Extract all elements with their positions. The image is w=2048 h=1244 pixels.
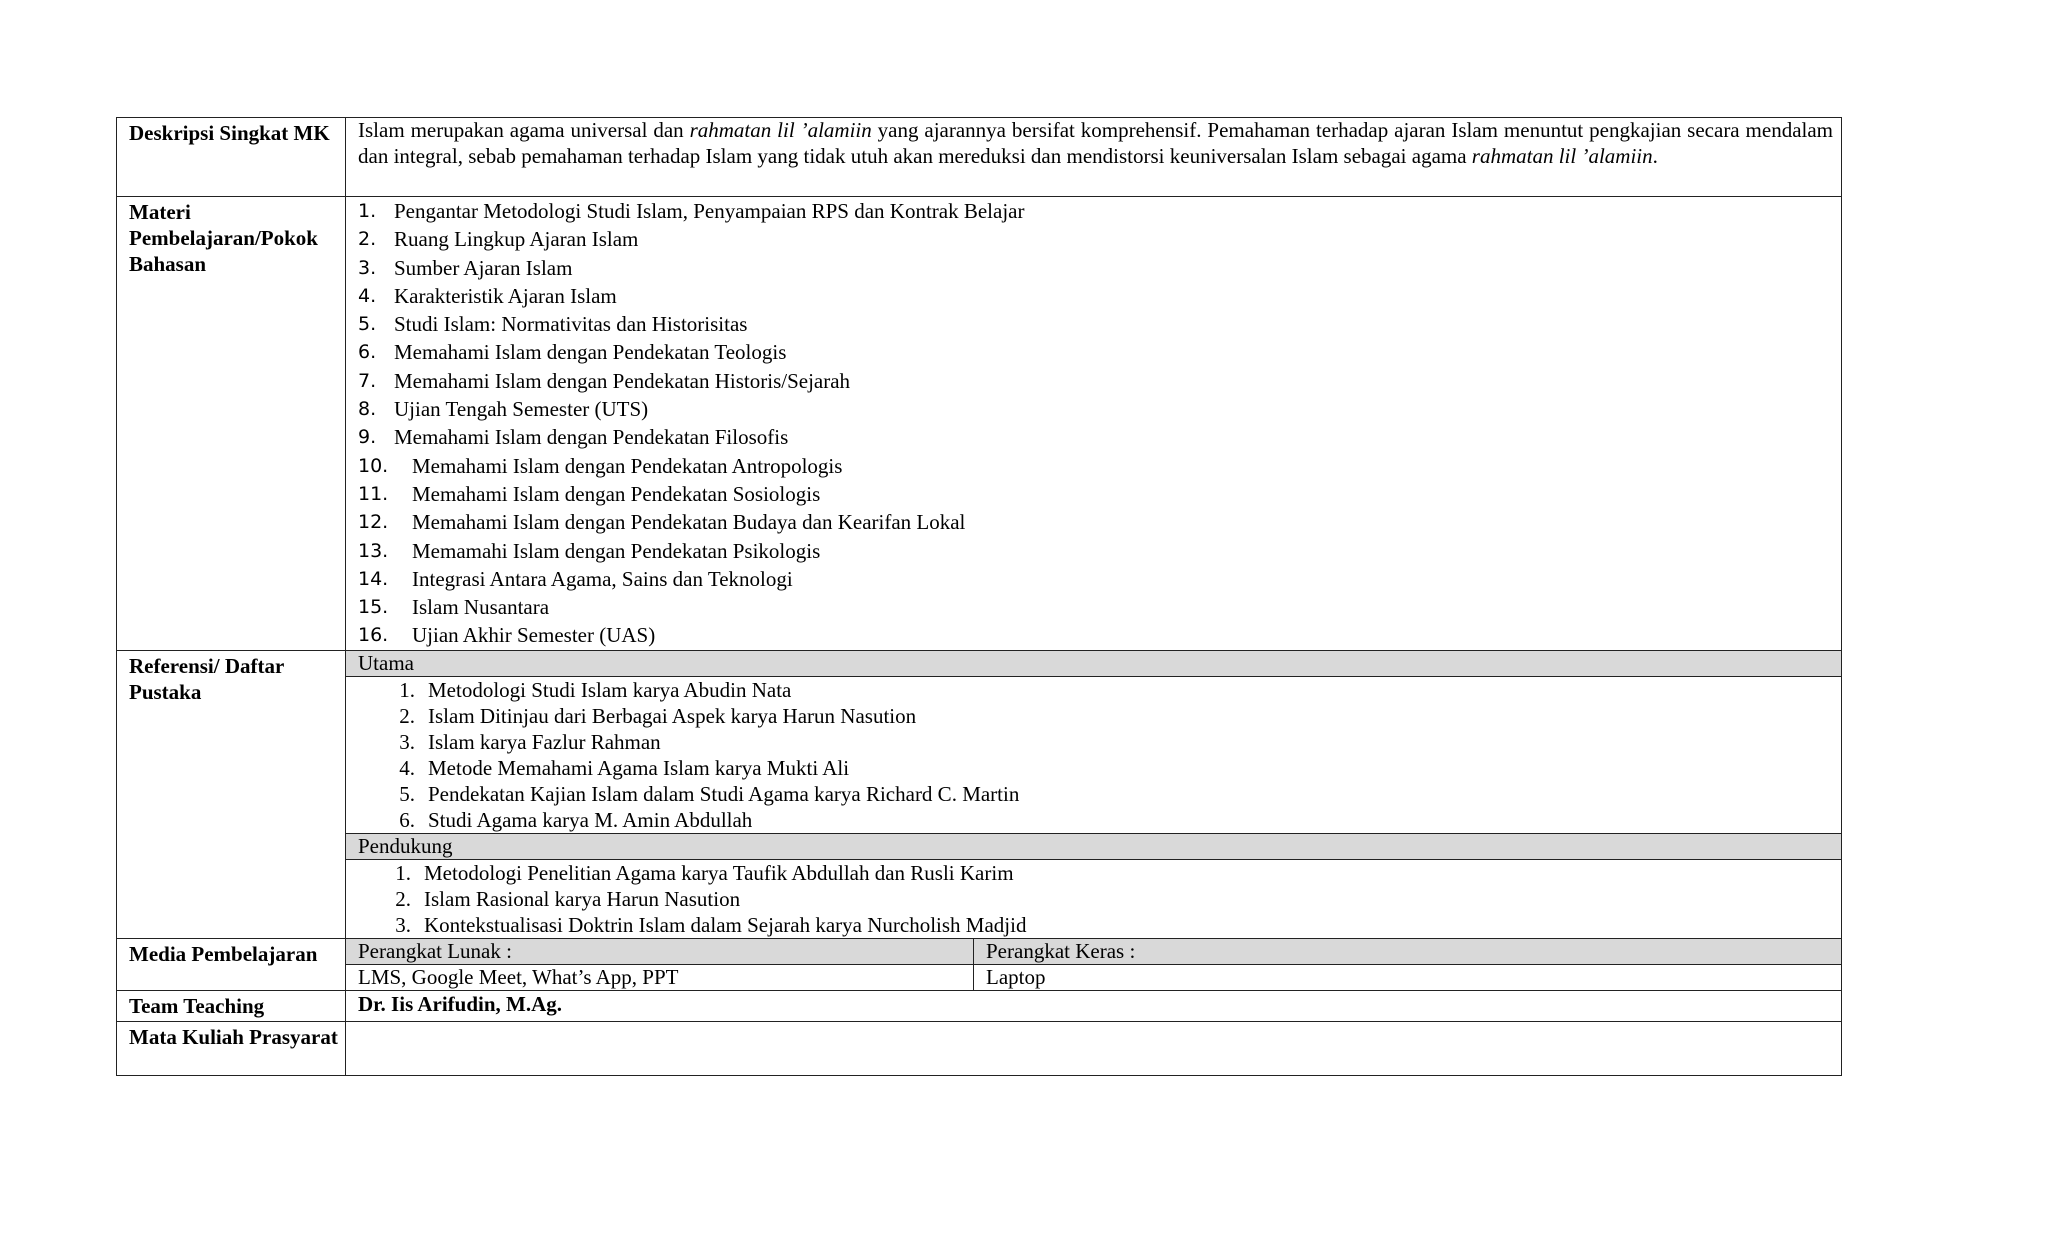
media-table — [346, 939, 1841, 990]
materi-item — [358, 565, 1841, 593]
deskripsi-text-3: . — [1652, 143, 1658, 168]
row-prasyarat — [117, 1021, 1842, 1075]
materi-item-text: Memahami Islam dengan Pendekatan Filosofis — [394, 425, 789, 450]
materi-item-text: Memahami Islam dengan Pendekatan Historis/Sejarah — [394, 368, 851, 393]
referensi-utama-item-text: Pendekatan Kajian Islam dalam Studi Agama karya Richard C. Martin — [428, 781, 1020, 806]
prasyarat-cell — [346, 1021, 1842, 1075]
materi-item-number: 9. — [358, 426, 377, 449]
materi-item-text: Pengantar Metodologi Studi Islam, Penyampaian RPS dan Kontrak Belajar — [394, 199, 1025, 223]
referensi-utama-header: Utama — [346, 651, 1841, 677]
deskripsi-italic-1: rahmatan lil ’alamiin — [689, 118, 872, 142]
media-header-row — [346, 939, 1841, 965]
materi-item — [358, 367, 1841, 395]
materi-item-text: Ruang Lingkup Ajaran Islam — [394, 227, 639, 252]
referensi-utama-item-text: Metode Memahami Agama Islam karya Mukti Ali — [428, 755, 850, 780]
referensi-pendukung-item-text: Kontekstualisasi Doktrin Islam dalam Sejarah karya Nurcholish Madjid — [424, 912, 1027, 937]
label-media: Media Pembelajaran — [117, 938, 346, 990]
referensi-utama-item-number: 2. — [399, 703, 415, 728]
referensi-pendukung-item-number: 1. — [395, 860, 411, 885]
referensi-utama-item — [346, 729, 1841, 755]
materi-item-text: Studi Islam: Normativitas dan Historisitas — [394, 312, 748, 337]
materi-item-number: 10. — [358, 454, 389, 477]
referensi-pendukung-item — [346, 860, 1841, 886]
materi-item-number: 12. — [358, 511, 389, 534]
materi-item — [358, 310, 1841, 338]
materi-item-text: Sumber Ajaran Islam — [394, 255, 573, 280]
materi-item — [358, 508, 1841, 536]
referensi-utama-item — [346, 677, 1841, 703]
materi-item-number: 14. — [358, 567, 389, 590]
rps-document — [116, 117, 1842, 1076]
referensi-utama-item — [346, 755, 1841, 781]
materi-item-number: 8. — [358, 398, 377, 421]
materi-item-text: Integrasi Antara Agama, Sains dan Teknologi — [412, 566, 793, 591]
referensi-utama-item-text: Islam Ditinjau dari Berbagai Aspek karya Harun Nasution — [428, 703, 917, 728]
referensi-utama-list — [346, 677, 1841, 833]
referensi-pendukung-item-number: 2. — [395, 886, 411, 911]
row-deskripsi — [117, 118, 1842, 197]
referensi-utama-item-number: 3. — [399, 729, 415, 754]
referensi-pendukung-item — [346, 886, 1841, 912]
materi-item — [358, 452, 1841, 480]
referensi-pendukung-item-number: 3. — [395, 912, 411, 937]
media-keras-value: Laptop — [986, 964, 1046, 989]
row-referensi — [117, 650, 1842, 938]
materi-list — [346, 197, 1841, 650]
media-keras-label: Perangkat Keras : — [974, 939, 1842, 965]
label-materi: Materi Pembelajaran/Pokok Bahasan — [117, 197, 346, 651]
materi-item — [358, 338, 1841, 366]
row-media — [117, 938, 1842, 990]
media-lunak-value: LMS, Google Meet, What’s App, PPT — [346, 964, 974, 990]
materi-item — [358, 537, 1841, 565]
referensi-pendukung-item-text: Metodologi Penelitian Agama karya Taufik Abdullah dan Rusli Karim — [424, 860, 1014, 885]
referensi-utama-item — [346, 807, 1841, 833]
deskripsi-text — [346, 118, 1841, 171]
row-materi — [117, 197, 1842, 651]
materi-item-text: Memahami Islam dengan Pendekatan Sosiologis — [412, 481, 821, 506]
materi-cell — [346, 197, 1842, 651]
materi-item — [358, 225, 1841, 253]
materi-item — [358, 423, 1841, 451]
media-cell — [346, 938, 1842, 990]
materi-item-text: Ujian Akhir Semester (UAS) — [412, 623, 656, 648]
materi-item-number: 7. — [358, 369, 377, 392]
materi-item-number: 2. — [358, 228, 377, 251]
materi-item-number: 3. — [358, 256, 377, 279]
deskripsi-cell — [346, 118, 1842, 197]
row-team — [117, 990, 1842, 1021]
referensi-utama-item-text: Islam karya Fazlur Rahman — [428, 729, 661, 754]
referensi-utama-item-text: Metodologi Studi Islam karya Abudin Nata — [428, 677, 792, 702]
team-value: Dr. Iis Arifudin, M.Ag. — [358, 991, 563, 1016]
materi-item — [358, 621, 1841, 649]
materi-item — [358, 282, 1841, 310]
referensi-pendukung-item-text: Islam Rasional karya Harun Nasution — [424, 886, 741, 911]
deskripsi-text-1: Islam merupakan agama universal dan — [358, 118, 690, 142]
referensi-utama-item — [346, 781, 1841, 807]
materi-item-text: Ujian Tengah Semester (UTS) — [394, 397, 649, 422]
materi-item-text: Memahami Islam dengan Pendekatan Antropologis — [412, 453, 843, 478]
materi-item-number: 16. — [358, 624, 389, 647]
materi-item — [358, 197, 1841, 225]
materi-item-number: 6. — [358, 341, 377, 364]
materi-item-number: 15. — [358, 596, 389, 619]
referensi-pendukung-item — [346, 912, 1841, 938]
materi-item-number: 11. — [358, 482, 389, 505]
deskripsi-italic-2: rahmatan lil ’alamiin — [1471, 143, 1653, 168]
referensi-pendukung-list — [346, 860, 1841, 938]
materi-item-text: Karakteristik Ajaran Islam — [394, 283, 617, 308]
materi-item-text: Islam Nusantara — [412, 595, 550, 620]
referensi-pendukung-header: Pendukung — [346, 833, 1841, 860]
team-cell — [346, 990, 1842, 1021]
referensi-utama-item-number: 6. — [399, 807, 415, 832]
materi-item-text: Memahami Islam dengan Pendekatan Teologis — [394, 340, 787, 365]
materi-item — [358, 395, 1841, 423]
materi-item — [358, 593, 1841, 621]
materi-item-number: 13. — [358, 539, 389, 562]
referensi-utama-item-number: 4. — [399, 755, 415, 780]
referensi-utama-item — [346, 703, 1841, 729]
referensi-utama-item-number: 5. — [399, 781, 415, 806]
media-value-row — [346, 964, 1841, 990]
label-referensi: Referensi/ Daftar Pustaka — [117, 650, 346, 938]
label-team: Team Teaching — [117, 990, 346, 1021]
deskripsi-text-2: yang ajarannya bersifat komprehensif. Pemahaman terhadap ajaran Islam menuntut pengkajian secara mendalam dan integral, sebab pemahaman terhadap Islam yang tidak utuh akan mereduksi dan mendistorsi keuniversalan Islam sebagai agama — [358, 118, 1834, 168]
materi-item-number: 1. — [358, 200, 377, 222]
materi-item-number: 4. — [358, 284, 377, 307]
materi-item-text: Memahami Islam dengan Pendekatan Budaya dan Kearifan Lokal — [412, 510, 966, 535]
materi-item — [358, 480, 1841, 508]
referensi-cell — [346, 650, 1842, 938]
label-prasyarat: Mata Kuliah Prasyarat — [117, 1021, 346, 1075]
materi-item — [358, 254, 1841, 282]
rps-table — [116, 117, 1842, 1076]
materi-item-number: 5. — [358, 313, 377, 336]
referensi-utama-item-text: Studi Agama karya M. Amin Abdullah — [428, 807, 753, 832]
referensi-utama-item-number: 1. — [399, 677, 415, 702]
label-deskripsi: Deskripsi Singkat MK — [117, 118, 346, 197]
media-lunak-label: Perangkat Lunak : — [346, 939, 974, 965]
materi-item-text: Memamahi Islam dengan Pendekatan Psikologis — [412, 538, 821, 563]
